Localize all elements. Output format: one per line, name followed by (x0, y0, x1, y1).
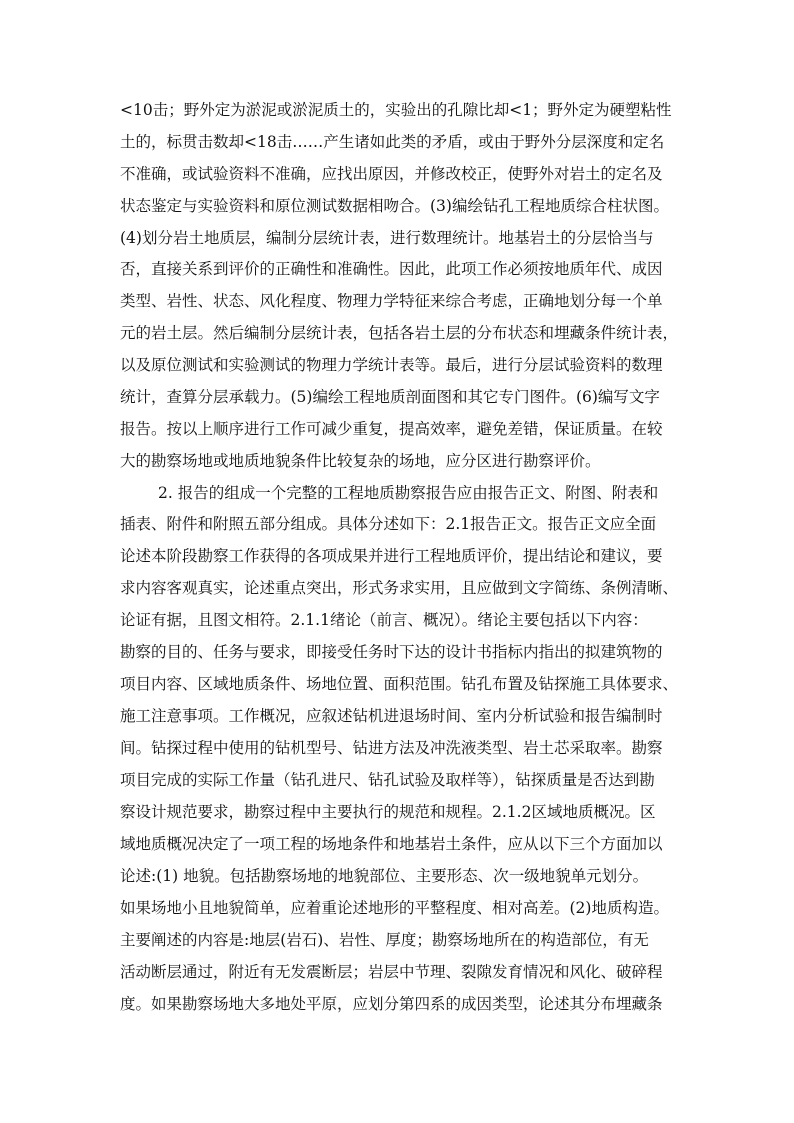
text-line: 间。钻探过程中使用的钻机型号、钻进方法及冲洗液类型、岩土芯采取率。勘察 (120, 739, 663, 757)
text-line: 如果场地小且地貌简单，应着重论述地形的平整程度、相对高差。(2)地质构造。 (120, 899, 669, 917)
text-line: 类型、岩性、状态、风化程度、物理力学特征来综合考虑，正确地划分每一个单 (120, 292, 663, 310)
paragraph-first-line: 2. 报告的组成一个完整的工程地质勘察报告应由报告正文、附图、附表和 (158, 484, 659, 502)
text-line: 勘察的目的、任务与要求，即接受任务时下达的设计书指标内指出的拟建筑物的 (120, 643, 663, 661)
text-line: 元的岩土层。然后编制分层统计表，包括各岩土层的分布状态和埋藏条件统计表， (120, 324, 679, 342)
text-line: 以及原位测试和实验测试的物理力学统计表等。最后，进行分层试验资料的数理 (120, 356, 663, 374)
text-line: <10击；野外定为淤泥或淤泥质土的，实验出的孔隙比却<1；野外定为硬塑粘性 (120, 101, 672, 119)
text-line: 否，直接关系到评价的正确性和准确性。因此，此项工作必须按地质年代、成因 (120, 260, 663, 278)
text-line: 不准确，或试验资料不准确，应找出原因，并修改校正，使野外对岩土的定名及 (120, 165, 663, 183)
text-line: 主要阐述的内容是:地层(岩石)、岩性、厚度；勘察场地所在的构造部位，有无 (120, 931, 649, 949)
text-line: 项目内容、区域地质条件、场地位置、面积范围。钻孔布置及钻探施工具体要求、 (120, 675, 679, 693)
text-line: 度。如果勘察场地大多地处平原，应划分第四系的成因类型，论述其分布埋藏条 (120, 995, 663, 1013)
text-line: 大的勘察场地或地质地貌条件比较复杂的场地，应分区进行勘察评价。 (120, 452, 601, 470)
text-line: 状态鉴定与实验资料和原位测试数据相吻合。(3)编绘钻孔工程地质综合柱状图。 (120, 197, 669, 215)
text-line: (4)划分岩土地质层，编制分层统计表，进行数理统计。地基岩土的分层恰当与 (120, 229, 654, 247)
text-line: 论述本阶段勘察工作获得的各项成果并进行工程地质评价，提出结论和建议，要 (120, 547, 663, 565)
text-line: 施工注意事项。工作概况，应叙述钻机进退场时间、室内分析试验和报告编制时 (120, 707, 663, 725)
text-line: 察设计规范要求，勘察过程中主要执行的规范和规程。2.1.2区域地质概况。区 (120, 803, 656, 821)
text-line: 活动断层通过，附近有无发震断层；岩层中节理、裂隙发育情况和风化、破碎程 (120, 963, 663, 981)
text-line: 项目完成的实际工作量（钻孔进尺、钻孔试验及取样等），钻探质量是否达到勘 (120, 771, 655, 789)
text-line: 论述:(1) 地貌。包括勘察场地的地貌部位、主要形态、次一级地貌单元划分。 (120, 867, 649, 885)
text-line: 论证有据，且图文相符。2.1.1绪论（前言、概况）。绪论主要包括以下内容： (120, 611, 648, 629)
text-line: 插表、附件和附照五部分组成。具体分述如下：2.1报告正文。报告正文应全面 (120, 515, 657, 533)
text-line: 域地质概况决定了一项工程的场地条件和地基岩土条件，应从以下三个方面加以 (120, 835, 663, 853)
text-line: 土的，标贯击数却<18击……产生诸如此类的矛盾，或由于野外分层深度和定名 (120, 133, 665, 151)
text-line: 报告。按以上顺序进行工作可减少重复，提高效率，避免差错，保证质量。在较 (120, 420, 663, 438)
text-line: 求内容客观真实，论述重点突出，形式务求实用，且应做到文字简练、条例清晰、 (120, 579, 679, 597)
text-line: 统计，查算分层承载力。(5)编绘工程地质剖面图和其它专门图件。(6)编写文字 (120, 388, 660, 406)
